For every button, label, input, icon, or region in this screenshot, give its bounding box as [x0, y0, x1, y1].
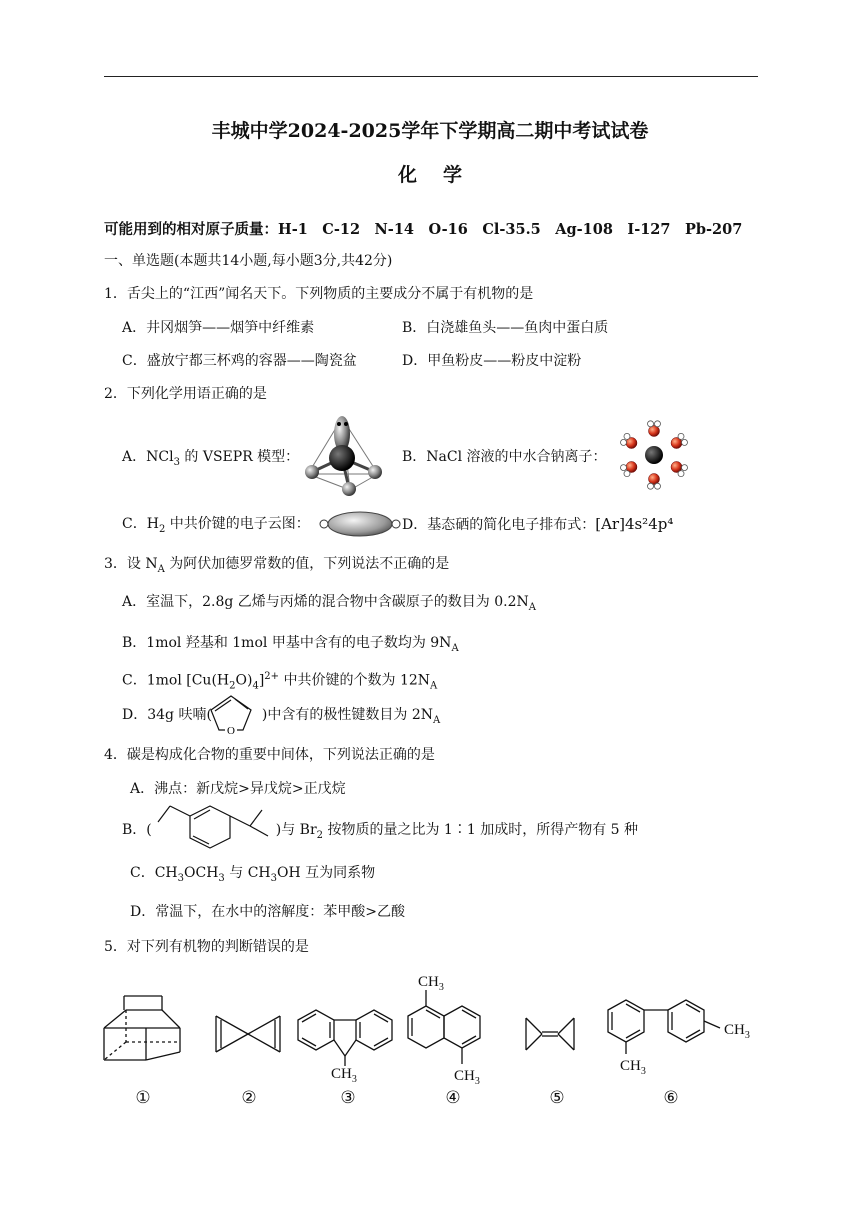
structure-label-1: ①: [135, 1088, 151, 1108]
q2-c-formula: H: [146, 516, 159, 532]
q3-b-sub: A: [451, 642, 459, 654]
q3-stem: [104, 554, 449, 580]
q3-c-sup: 2+: [264, 671, 280, 682]
structure-label-3: ③: [340, 1088, 356, 1108]
structure-6: [608, 1000, 720, 1054]
water-hydrogen-atom: [648, 483, 654, 489]
q3-a-text: A．室温下，2.8g 乙烯与丙烯的混合物中含碳原子的数目为 0.2N: [122, 594, 529, 610]
hydrated-sodium-ion-image: [614, 420, 696, 490]
water-hydrogen-atom: [621, 465, 627, 471]
q2-a-formula: NCl: [146, 449, 174, 465]
q3-option-d: [122, 705, 440, 731]
water-hydrogen-atom: [648, 421, 654, 427]
q3-c-sub3: A: [430, 680, 438, 692]
q3-c-close: ]: [258, 672, 265, 689]
vsepr-model-image: [298, 412, 390, 500]
subject-title: 化学: [397, 164, 488, 186]
water-hydrogen-atom: [678, 471, 684, 477]
q3-c-pre: C．1mol [Cu(H: [122, 672, 230, 689]
water-hydrogen-atom: [621, 439, 627, 445]
q1-option-d: D．甲鱼粉皮——粉皮中淀粉: [402, 353, 582, 369]
structure-2: [216, 1016, 280, 1052]
water-hydrogen-atom: [678, 433, 684, 439]
q1-option-a: A．井冈烟笋——烟笋中纤维素: [122, 320, 315, 336]
q4-b-pre: B．(: [122, 822, 152, 838]
q2-option-d: [402, 514, 673, 535]
q3-option-b: [122, 633, 459, 659]
water-hydrogen-atom: [624, 471, 630, 477]
q3-c-tail: 中共价键的个数为 12N: [279, 672, 431, 689]
sodium-ion: [645, 446, 663, 464]
q3-a-sub: A: [528, 601, 536, 613]
s6-ch3-bottom: $CH_3$: [620, 1058, 646, 1077]
q3-stem-text: 3．设 N: [104, 556, 158, 572]
q2-d-text: D．基态硒的简化电子排布式：: [402, 517, 596, 533]
q2-c-sub: 2: [158, 523, 166, 535]
q2-d-config: [Ar]4s²4p⁴: [595, 515, 674, 533]
q5-structures: [96, 970, 766, 1090]
header-rule: [104, 76, 758, 77]
section-heading: 一、单选题(本题共14小题,每小题3分,共42分): [104, 253, 393, 269]
q3-b-text: B．1mol 羟基和 1mol 甲基中含有的电子数均为 9N: [122, 635, 452, 651]
water-hydrogen-atom: [681, 465, 687, 471]
limonene-like-structure: [150, 800, 280, 856]
q4-c-1: C．CH: [130, 865, 178, 881]
q2-option-a: [122, 447, 299, 473]
nitrogen-atom: [329, 445, 355, 471]
q3-c-sub2: 4: [252, 680, 259, 692]
q3-stem-sub: A: [157, 563, 165, 575]
q2-c-suffix: 中共价键的电子云图：: [165, 516, 310, 532]
structure-label-5: ⑤: [549, 1088, 565, 1108]
water-hydrogen-atom: [624, 433, 630, 439]
s4-ch3-top: $CH_3$: [418, 974, 444, 993]
q3-c-mid: O): [235, 672, 253, 689]
q4-b-tail2: 按物质的量之比为 1∶1 加成时，所得产物有 5 种: [323, 822, 639, 838]
q4-c-s2: 3: [218, 872, 225, 884]
q4-c-s1: 3: [177, 872, 185, 884]
q4-stem: 4．碳是构成化合物的重要中间体，下列说法正确的是: [104, 747, 435, 763]
water-hydrogen-atom: [681, 439, 687, 445]
s3-ch3: $CH_3$: [331, 1066, 357, 1085]
q4-b-sub: 2: [316, 829, 324, 841]
furan-o-label: O: [227, 725, 235, 737]
q4-c-4: OH 互为同系物: [277, 865, 376, 881]
q3-d-sub: A: [433, 714, 441, 726]
q2-a-suffix: 的 VSEPR 模型：: [179, 449, 300, 465]
q2-stem: 2．下列化学用语正确的是: [104, 386, 267, 402]
q2-a-prefix: A．: [122, 449, 147, 465]
structure-label-4: ④: [445, 1088, 461, 1108]
q4-b-tail1: )与 Br: [275, 822, 317, 838]
water-hydrogen-atom: [654, 483, 660, 489]
q4-option-d: D．常温下，在水中的溶解度：苯甲酸>乙酸: [130, 904, 405, 920]
furan-structure: [206, 690, 256, 738]
q2-a-sub: 3: [173, 456, 180, 468]
structure-3: [298, 1010, 392, 1066]
q4-option-a: A．沸点：新戊烷>异戊烷>正戊烷: [130, 781, 346, 797]
structure-1: [104, 996, 180, 1060]
q2-c-prefix: C．: [122, 516, 147, 532]
structure-label-2: ②: [241, 1088, 257, 1108]
h2-electron-cloud-image: [318, 508, 402, 540]
q4-c-3: 与 CH: [224, 865, 271, 881]
q1-stem: 1．舌尖上的“江西”闻名天下。下列物质的主要成分不属于有机物的是: [104, 286, 534, 302]
atomic-masses: 可能用到的相对原子质量：H-1 C-12 N-14 O-16 Cl-35.5 Ag-108 I-127 Pb-207: [104, 221, 743, 238]
s4-ch3-bottom: $CH_3$: [454, 1068, 480, 1087]
q3-option-a: [122, 592, 536, 618]
q3-option-c: [122, 667, 437, 696]
q2-option-b: B．NaCl 溶液的中水合钠离子：: [402, 449, 607, 465]
water-hydrogen-atom: [654, 421, 660, 427]
q4-c-s3: 3: [270, 872, 277, 884]
q1-option-b: B．白浇雄鱼头——鱼肉中蛋白质: [402, 320, 609, 336]
q2-option-c: [122, 514, 310, 540]
q4-option-c: [130, 863, 375, 889]
exam-title: 丰城中学2024-2025学年下学期高二期中考试试卷: [211, 120, 649, 142]
q1-option-c: C．盛放宁都三杯鸡的容器——陶瓷盆: [122, 353, 357, 369]
q3-d-tail: )中含有的极性键数目为 2N: [261, 707, 433, 723]
q3-c-sub1: 2: [229, 680, 236, 692]
q5-stem: 5．对下列有机物的判断错误的是: [104, 939, 309, 955]
structure-label-6: ⑥: [663, 1088, 679, 1108]
structure-5: [526, 1018, 574, 1050]
structure-4: [408, 990, 480, 1064]
q3-d-pre: D．34g 呋喃(: [122, 707, 212, 723]
q4-c-2: OCH: [184, 865, 219, 881]
q3-stem-tail: 为阿伏加德罗常数的值，下列说法不正确的是: [164, 556, 450, 572]
s6-ch3-right: $CH_3$: [724, 1022, 750, 1041]
